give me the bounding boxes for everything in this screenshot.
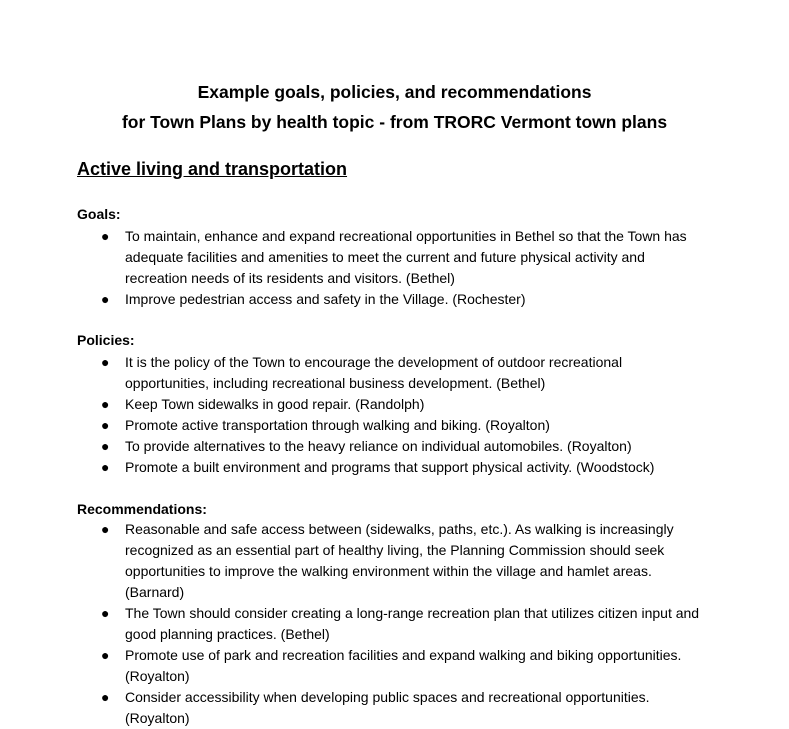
goals-list bbox=[0, 226, 789, 310]
recommendations-list bbox=[0, 519, 789, 729]
recommendations-label: Recommendations: bbox=[77, 501, 207, 517]
bullet-icon: ● bbox=[101, 459, 110, 475]
list-item bbox=[0, 394, 789, 415]
list-item bbox=[0, 352, 789, 394]
list-item bbox=[0, 457, 789, 478]
recommendation-text: Promote use of park and recreation facilities and expand walking and biking opportunities. (Royalton) bbox=[125, 647, 682, 684]
title-line-1: Example goals, policies, and recommendations bbox=[197, 82, 592, 102]
policy-text: It is the policy of the Town to encourage the development of outdoor recreational opportunities, including recreational business development. (Bethel) bbox=[125, 354, 623, 391]
bullet-icon: ● bbox=[101, 228, 110, 244]
list-item bbox=[0, 226, 789, 289]
list-item bbox=[0, 436, 789, 457]
list-item bbox=[0, 603, 789, 645]
goals-label: Goals: bbox=[77, 206, 121, 222]
recommendation-text: Consider accessibility when developing public spaces and recreational opportunities. (Royalton) bbox=[125, 689, 650, 726]
recommendation-text: The Town should consider creating a long-range recreation plan that utilizes citizen input and good planning practices. (Bethel) bbox=[125, 605, 700, 642]
policy-text: To provide alternatives to the heavy reliance on individual automobiles. (Royalton) bbox=[125, 438, 632, 454]
list-item bbox=[0, 289, 789, 310]
bullet-icon: ● bbox=[101, 438, 110, 454]
title-line-2: for Town Plans by health topic - from TRORC Vermont town plans bbox=[121, 112, 668, 132]
policy-text: Promote active transportation through walking and biking. (Royalton) bbox=[125, 417, 550, 433]
policies-label: Policies: bbox=[77, 332, 135, 348]
policy-text: Promote a built environment and programs that support physical activity. (Woodstock) bbox=[125, 459, 655, 475]
bullet-icon: ● bbox=[101, 354, 110, 370]
bullet-icon: ● bbox=[101, 689, 110, 705]
bullet-icon: ● bbox=[101, 521, 110, 537]
recommendation-text: Reasonable and safe access between (sidewalks, paths, etc.). As walking is increasingly recognized as an essential part of healthy living, the Planning Commission should seek opportunities to improve the walking environment within the village and hamlet areas. (Barnard) bbox=[125, 521, 674, 600]
bullet-icon: ● bbox=[101, 647, 110, 663]
section-heading: Active living and transportation bbox=[77, 159, 348, 179]
policy-text: Keep Town sidewalks in good repair. (Randolph) bbox=[125, 396, 425, 412]
bullet-icon: ● bbox=[101, 396, 110, 412]
list-item bbox=[0, 687, 789, 729]
policies-list bbox=[0, 352, 789, 478]
goal-text: Improve pedestrian access and safety in the Village. (Rochester) bbox=[125, 291, 526, 307]
bullet-icon: ● bbox=[101, 417, 110, 433]
list-item bbox=[0, 519, 789, 603]
bullet-icon: ● bbox=[101, 291, 110, 307]
bullet-icon: ● bbox=[101, 605, 110, 621]
document-title bbox=[0, 77, 789, 137]
goal-text: To maintain, enhance and expand recreational opportunities in Bethel so that the Town has adequate facilities and amenities to meet the current and future physical activity and recreation needs of its residents and visitors. (Bethel) bbox=[125, 228, 687, 286]
list-item bbox=[0, 415, 789, 436]
list-item bbox=[0, 645, 789, 687]
